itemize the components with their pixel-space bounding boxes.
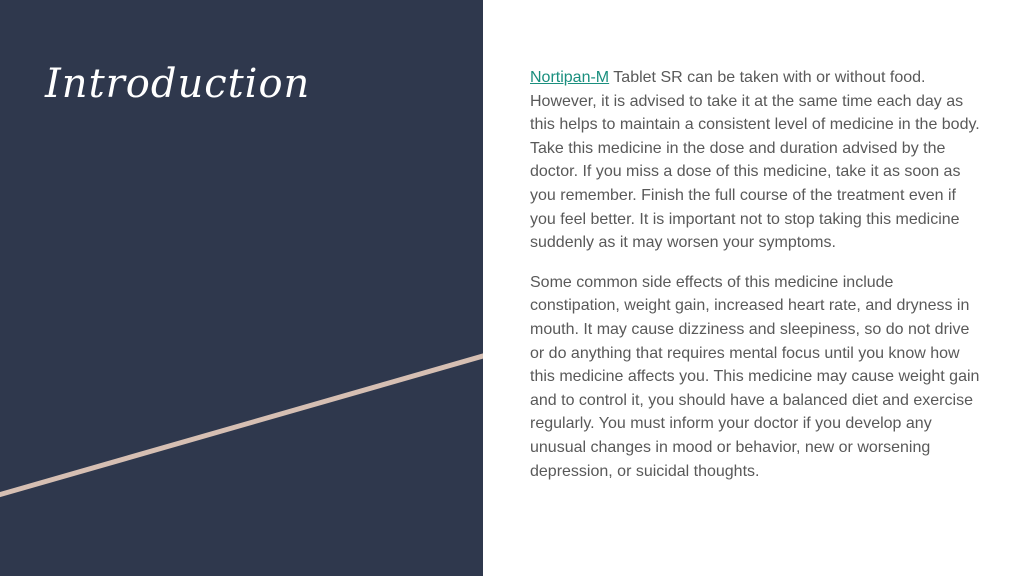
paragraph-dosage-text: Tablet SR can be taken with or without food. However, it is advised to take it at the same time each day as this helps to maintain a consistent level of medicine in the body. Take this medicine in the dose and duration advised by the doctor. If you miss a dose of this medicine, take it as soon as you remember. Finish the full course of the treatment even if you feel better. It is important not to stop taking this medicine suddenly as it may worsen your symptoms. (530, 69, 980, 252)
slide-title: Introduction (45, 61, 311, 107)
paragraph-side-effects: Some common side effects of this medicine include constipation, weight gain, increased heart rate, and dryness in mouth. It may cause dizziness and sleepiness, so do not drive or do anything that requires mental focus until you know how this medicine affects you. This medicine may cause weight gain and to control it, you should have a balanced diet and exercise regularly. You must inform your doctor if you develop any unusual changes in mood or behavior, new or worsening depression, or suicidal thoughts. (530, 273, 980, 480)
body-text-panel (530, 66, 980, 499)
paragraph-dosage (530, 66, 980, 255)
left-panel (0, 0, 483, 576)
product-link[interactable]: Nortipan-M (530, 69, 610, 86)
